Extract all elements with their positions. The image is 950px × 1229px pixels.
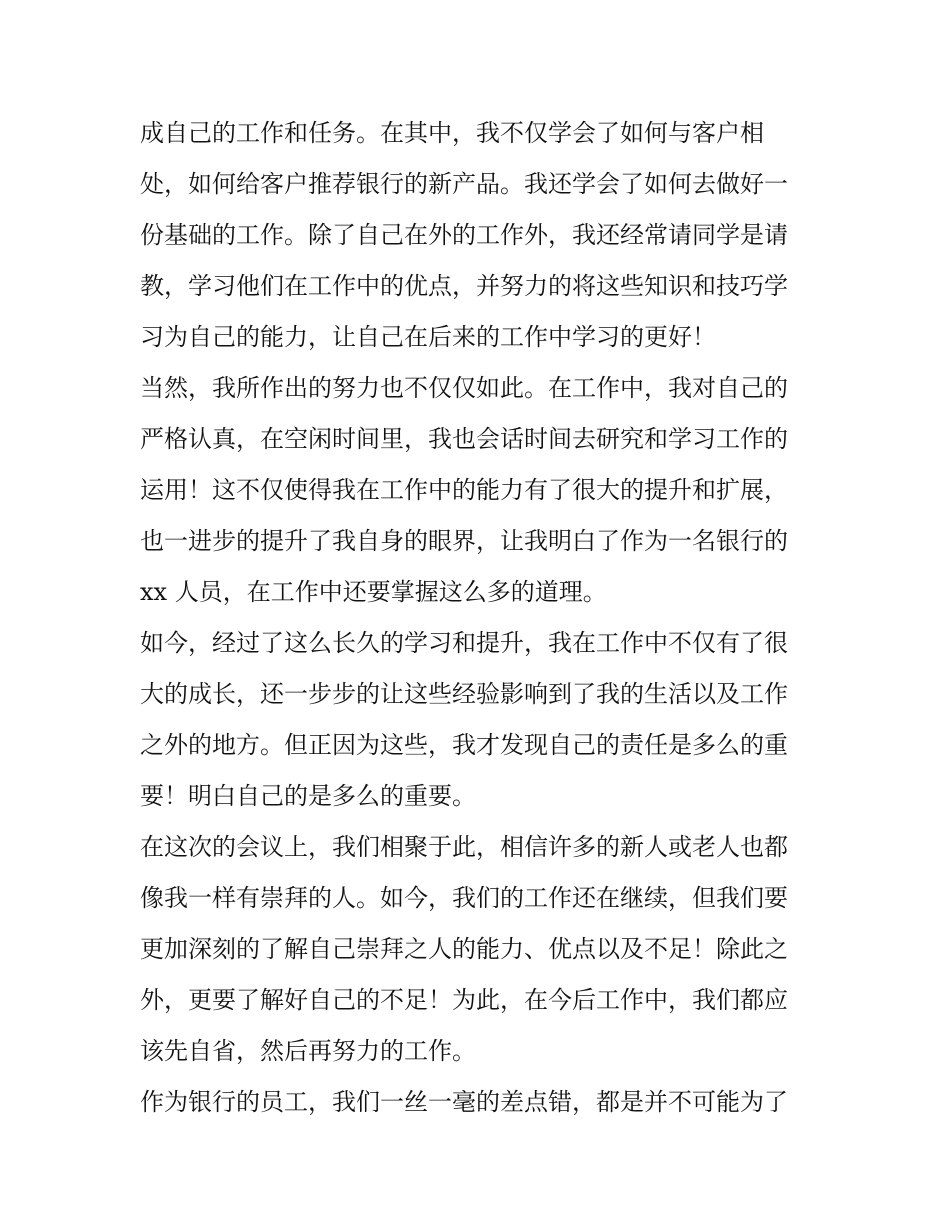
text-line: 之外的地方。但正因为这些，我才发现自己的责任是多么的重 xyxy=(140,731,788,759)
text-line: 习为自己的能力，让自己在后来的工作中学习的更好！ xyxy=(140,323,716,351)
text-line: 严格认真，在空闲时间里，我也会话时间去研究和学习工作的 xyxy=(140,425,788,453)
text-line: 在这次的会议上，我们相聚于此，相信许多的新人或老人也都 xyxy=(140,833,788,861)
text-line: 成自己的工作和任务。在其中，我不仅学会了如何与客户相 xyxy=(140,119,764,147)
text-line: 更加深刻的了解自己崇拜之人的能力、优点以及不足！除此之 xyxy=(140,935,788,963)
text-line: 教，学习他们在工作中的优点，并努力的将这些知识和技巧学 xyxy=(140,272,788,300)
text-line: 份基础的工作。除了自己在外的工作外，我还经常请同学是请 xyxy=(140,221,788,249)
text-line: 也一进步的提升了我自身的眼界，让我明白了作为一名银行的 xyxy=(140,527,788,555)
text-line: 像我一样有崇拜的人。如今，我们的工作还在继续，但我们要 xyxy=(140,884,788,912)
document-body xyxy=(140,108,812,1128)
text-line: 作为银行的员工，我们一丝一毫的差点错，都是并不可能为了 xyxy=(140,1088,788,1116)
text-line: 运用！这不仅使得我在工作中的能力有了很大的提升和扩展， xyxy=(140,476,788,504)
text-line: 要！明白自己的是多么的重要。 xyxy=(140,782,476,810)
text-line: 当然，我所作出的努力也不仅仅如此。在工作中，我对自己的 xyxy=(140,374,788,402)
text-line: 处，如何给客户推荐银行的新产品。我还学会了如何去做好一 xyxy=(140,170,788,198)
text-line: 外，更要了解好自己的不足！为此，在今后工作中，我们都应 xyxy=(140,986,788,1014)
text-line: 大的成长，还一步步的让这些经验影响到了我的生活以及工作 xyxy=(140,680,788,708)
text-line: 如今，经过了这么长久的学习和提升，我在工作中不仅有了很 xyxy=(140,629,788,657)
text-line: xx 人员，在工作中还要掌握这么多的道理。 xyxy=(140,578,607,606)
text-line: 该先自省，然后再努力的工作。 xyxy=(140,1037,476,1065)
